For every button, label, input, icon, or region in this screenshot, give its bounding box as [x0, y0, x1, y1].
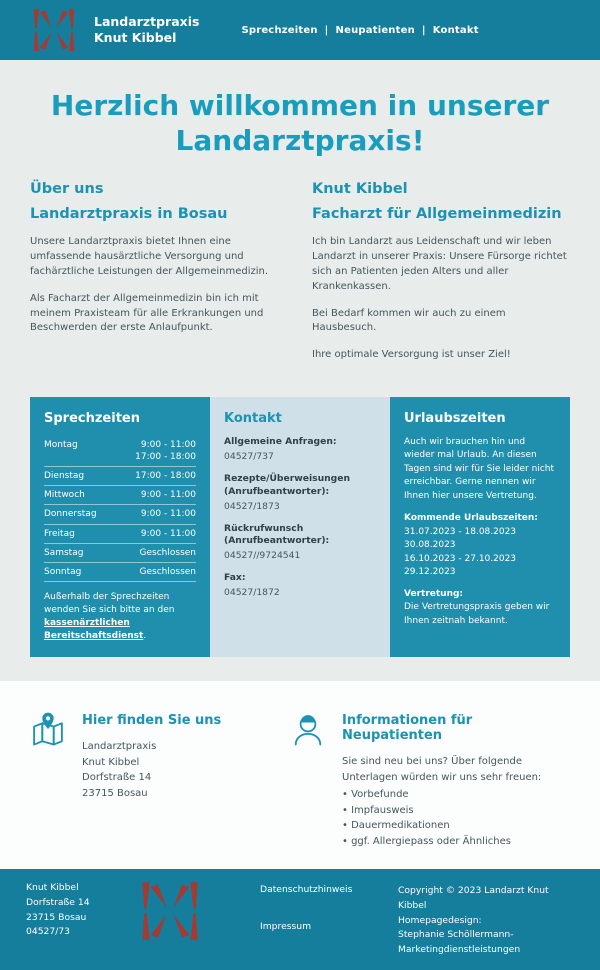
address-line: Knut Kibbel: [82, 756, 140, 768]
hours-time: 9:00 - 11:00: [140, 439, 196, 450]
hours-day: Freitag: [44, 528, 75, 539]
doctor-heading: Knut Kibbel: [312, 180, 408, 197]
nav-separator: |: [324, 24, 329, 36]
footer-phone: 04527/73: [26, 926, 71, 938]
hours-day: Sonntag: [44, 566, 82, 577]
address-line: Landarztpraxis: [82, 741, 157, 753]
hours-day: Montag: [44, 439, 78, 450]
hours-row: [44, 467, 196, 486]
doctor-paragraph-3: Ihre optimale Versorgung ist unser Ziel!: [312, 349, 511, 361]
hours-time: 9:00 - 11:00: [140, 490, 196, 501]
hours-times: [141, 508, 196, 520]
imprint-link[interactable]: Impressum: [260, 921, 312, 933]
hours-times: [135, 470, 196, 482]
vacation-date: 31.07.2023 - 18.08.2023: [404, 526, 517, 537]
hours-times: [141, 489, 196, 501]
hours-time: 17:00 - 18:00: [135, 452, 196, 463]
hours-heading: Sprechzeiten: [44, 410, 140, 426]
hours-time: Geschlossen: [139, 566, 196, 577]
contact-item: [224, 572, 376, 598]
footer-address-line: Knut Kibbel: [26, 882, 79, 894]
hours-day: Dienstag: [44, 471, 85, 482]
copyright-line: Homepagedesign:: [398, 914, 482, 926]
find-us-content: [82, 711, 221, 801]
hours-day: Samstag: [44, 547, 84, 558]
hours-times: [140, 547, 196, 559]
doctor-paragraph-2: Bei Bedarf kommen wir auch zu einem Hausbesuch.: [312, 307, 506, 334]
new-patients-block: [290, 711, 570, 849]
nav-neupatienten[interactable]: Neupatienten: [335, 24, 415, 36]
find-us-block: [30, 711, 262, 849]
doctor-paragraph-1: Ich bin Landarzt aus Leidenschaft und wir leben Landarzt in unserer Praxis: Unsere Fürsorge richtet sich an Patienten jeden Alters und aller Krankenkassen.: [312, 236, 567, 292]
hours-time: 9:00 - 11:00: [140, 509, 196, 520]
emergency-service-link[interactable]: kassenärztlichen Bereitschaftsdienst: [44, 618, 144, 642]
nav-sprechzeiten[interactable]: Sprechzeiten: [241, 24, 318, 36]
list-item: • Dauermedikationen: [342, 818, 570, 834]
vacation-intro: Auch wir brauchen hin und wieder mal Urlaub. An diesen Tagen sind wir für Sie leider nicht erreichbar. Gerne nennen wir Ihnen hier unsere Vertretung.: [404, 436, 555, 501]
page-title-line2: Landarztpraxis!: [175, 124, 425, 158]
hours-row: [44, 544, 196, 563]
new-patients-content: [342, 711, 570, 849]
footer-links: [260, 881, 398, 932]
page-title-line1: Herzlich willkommen in unserer: [50, 89, 550, 122]
hours-times: [135, 439, 196, 463]
about-paragraph-1: Unsere Landarztpraxis bietet Ihnen eine umfassende hausärztliche Versorgung und fachärztliche Leistungen der Allgemeinmedizin.: [30, 236, 269, 277]
contact-label: Rückrufwunsch (Anrufbeantworter):: [224, 522, 330, 547]
contact-box: [210, 397, 390, 657]
practice-logo-icon: [26, 8, 82, 52]
brand-line1: Landarztpraxis: [94, 13, 200, 29]
practice-logo-icon: [134, 881, 206, 941]
map-pin-icon: [30, 711, 66, 747]
contact-fax: 04527/1872: [224, 587, 280, 599]
hours-row: [44, 525, 196, 544]
vacation-representation-text-wrap: [404, 601, 556, 628]
hours-row: [44, 505, 196, 524]
contact-label: Rezepte/Überweisungen (Anrufbeantworter):: [224, 472, 351, 497]
copyright-line: Stephanie Schöllermann-: [398, 929, 514, 941]
list-item: • Impfausweis: [342, 803, 570, 819]
doctor-subheading: Facharzt für Allgemeinmedizin: [312, 205, 562, 222]
vacation-representation-text: Die Vertretungspraxis geben wir Ihnen zeitnah bekannt.: [404, 602, 550, 626]
hours-box: [30, 397, 210, 657]
brand-logo-link[interactable]: [26, 8, 199, 52]
contact-item: [224, 473, 376, 512]
hours-note: [44, 591, 196, 643]
list-item: • Vorbefunde: [342, 787, 570, 803]
contact-heading: Kontakt: [224, 410, 282, 426]
nav-kontakt[interactable]: Kontakt: [432, 24, 479, 36]
hours-day: Donnerstag: [44, 509, 97, 520]
doctor-column: [312, 181, 570, 375]
intro-columns: [30, 181, 570, 375]
list-item: • ggf. Allergiepass oder Ähnliches: [342, 834, 570, 850]
footer-address-line: 23715 Bosau: [26, 911, 87, 923]
hours-note-text: Außerhalb der Sprechzeiten wenden Sie sich bitte an den: [44, 592, 175, 616]
vacation-upcoming-label: Kommende Urlaubszeiten:: [404, 513, 538, 524]
hours-time: Geschlossen: [139, 547, 196, 558]
hours-row: [44, 436, 196, 467]
new-patients-list: [342, 787, 570, 849]
find-us-address: [82, 739, 221, 801]
hours-note-suffix: .: [143, 631, 147, 642]
hours-time: 9:00 - 11:00: [140, 528, 196, 539]
nav-separator: |: [421, 24, 426, 36]
about-column: [30, 181, 288, 375]
contact-phone: 04527/1873: [224, 500, 280, 512]
footer-address-line: Dorfstraße 14: [26, 896, 90, 908]
new-patients-intro: Sie sind neu bei uns? Über folgende Unterlagen würden wir uns sehr freuen:: [342, 756, 542, 783]
contact-item: [224, 436, 376, 462]
copyright-line: Copyright © 2023 Landarzt Knut Kibbel: [398, 885, 549, 911]
main-section: [0, 60, 600, 681]
contact-phone: 04527//9724541: [224, 550, 301, 562]
vacation-box: [390, 397, 570, 657]
hours-times: [141, 528, 196, 540]
contact-label: Allgemeine Anfragen:: [224, 435, 337, 447]
hours-times: [140, 566, 196, 578]
find-us-heading: Hier finden Sie uns: [82, 713, 222, 729]
vacation-representation-label: Vertretung:: [404, 588, 464, 599]
footer: [0, 869, 600, 970]
main-nav: [241, 25, 478, 36]
new-patients-heading: Informationen für Neupatienten: [342, 713, 473, 744]
footer-logo: [118, 881, 222, 941]
hours-row: [44, 486, 196, 505]
contact-item: [224, 523, 376, 562]
footer-address: [26, 881, 118, 940]
brand-name: [94, 14, 199, 47]
about-paragraph-2: Als Facharzt der Allgemeinmedizin bin ich mit meinem Praxisteam für alle Erkrankungen und Beschwerden der erste Anlaufpunkt.: [30, 292, 264, 334]
doctor-icon: [290, 711, 326, 747]
contact-phone: 04527/737: [224, 450, 274, 462]
footer-copyright: [398, 881, 574, 958]
vacation-date: 16.10.2023 - 27.10.2023: [404, 553, 517, 564]
info-section: [0, 681, 600, 869]
header: [0, 0, 600, 60]
vacation-date: 30.08.2023: [404, 540, 456, 551]
vacation-heading: Urlaubszeiten: [404, 410, 506, 426]
address-line: 23715 Bosau: [82, 787, 148, 799]
copyright-line: Marketingdienstleistungen: [398, 944, 521, 956]
address-line: Dorfstraße 14: [82, 772, 152, 784]
about-subheading: Landarztpraxis in Bosau: [30, 205, 228, 222]
page-title: [30, 88, 570, 159]
hours-row: [44, 563, 196, 582]
hours-time: 17:00 - 18:00: [135, 471, 196, 482]
brand-line2: Knut Kibbel: [94, 30, 177, 45]
info-boxes: [30, 397, 570, 657]
vacation-date: 29.12.2023: [404, 567, 456, 578]
contact-label: Fax:: [224, 572, 246, 584]
vacation-dates: [404, 526, 556, 580]
hours-day: Mittwoch: [44, 490, 85, 501]
privacy-link[interactable]: Datenschutzhinweis: [260, 884, 353, 896]
about-heading: Über uns: [30, 180, 104, 197]
